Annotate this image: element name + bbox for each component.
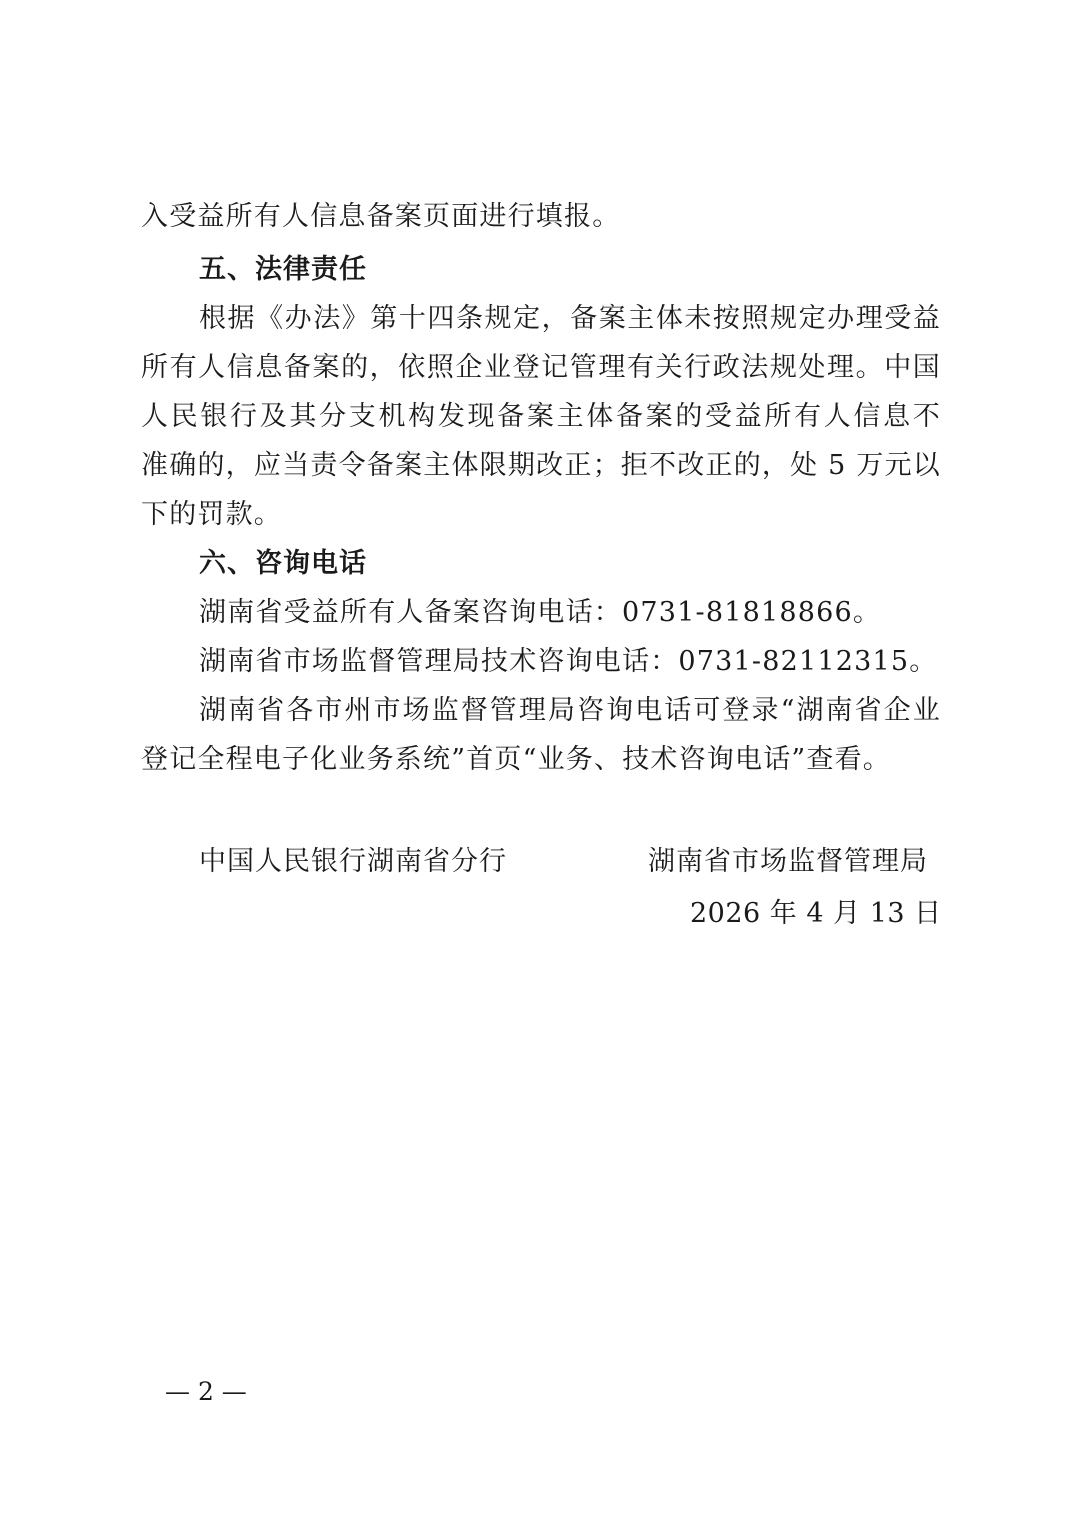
- section-heading-legal-liability: 五、法律责任: [199, 254, 367, 285]
- paragraph-line: 人民银行及其分支机构发现备案主体备案的受益所有人信息不: [141, 401, 941, 432]
- phone-line-beneficial-owner: 湖南省受益所有人备案咨询电话：0731-81818866。: [199, 597, 882, 628]
- signature-issuer-pboc: 中国人民银行湖南省分行: [199, 846, 507, 877]
- signature-issuer-samr: 湖南省市场监督管理局: [648, 846, 928, 877]
- phone-line-market-supervision: 湖南省市场监督管理局技术咨询电话：0731-82112315。: [199, 646, 938, 677]
- paragraph-line: 登记全程电子化业务系统”首页“业务、技术咨询电话”查看。: [141, 744, 892, 775]
- section-heading-consultation-phone: 六、咨询电话: [199, 548, 367, 579]
- paragraph-line: 所有人信息备案的，依照企业登记管理有关行政法规处理。中国: [141, 352, 941, 383]
- paragraph-line: 湖南省各市州市场监督管理局咨询电话可登录“湖南省企业: [199, 695, 941, 726]
- paragraph-line: 下的罚款。: [141, 499, 282, 530]
- page-number: — 2 —: [165, 1377, 247, 1406]
- paragraph-line: 入受益所有人信息备案页面进行填报。: [141, 201, 621, 232]
- paragraph-line: 根据《办法》第十四条规定，备案主体未按照规定办理受益: [199, 303, 941, 334]
- paragraph-line: 准确的，应当责令备案主体限期改正；拒不改正的，处 5 万元以: [141, 450, 941, 481]
- signature-date: 2026 年 4 月 13 日: [690, 898, 942, 929]
